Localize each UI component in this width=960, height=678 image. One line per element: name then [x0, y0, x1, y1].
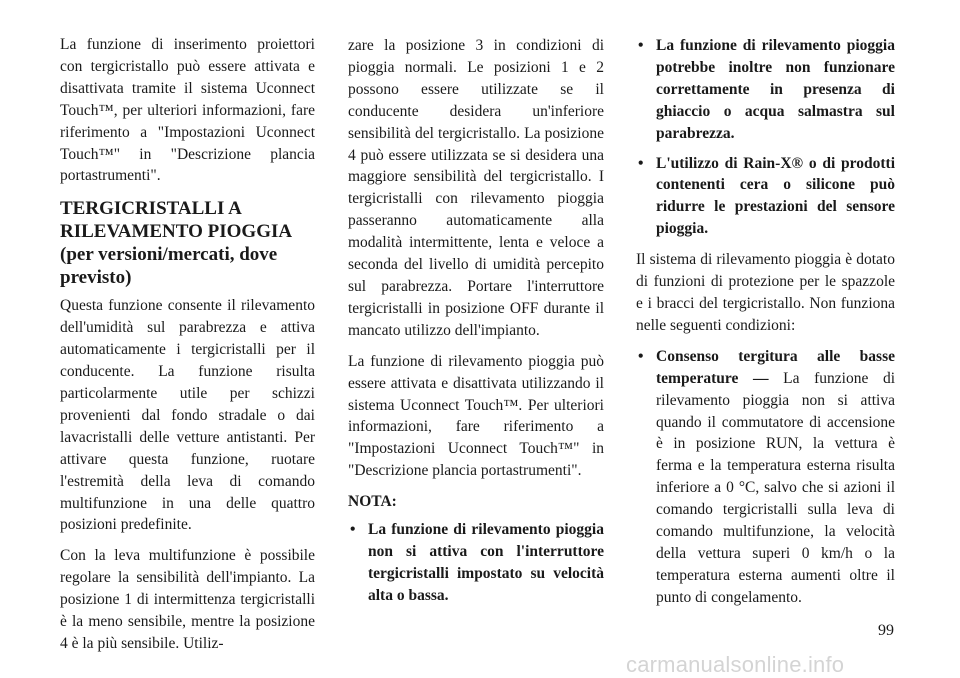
intro-paragraph: La funzione di inserimento proiettori con tergicristallo può essere attivata e disattivata tramite il sistema Uconnect Touch™, per ulteriori informazioni, fare riferimento a "Impostazioni Uconnect Touch™" in "Descrizione plancia portastrumenti". [60, 36, 315, 185]
body-paragraph: Il sistema di rilevamento pioggia è dotato di funzioni di protezione per le spazzole e i bracci del tergicristallo. Non funziona nelle seguenti condizioni: [636, 251, 895, 334]
bullet-icon: • [350, 521, 356, 539]
bullet-icon: • [638, 347, 644, 365]
text-column-1 [60, 34, 315, 664]
list-item [636, 35, 895, 145]
note-list [348, 519, 604, 607]
list-item [348, 519, 604, 607]
warning-list [636, 35, 895, 240]
page-number: 99 [878, 622, 894, 639]
list-item-text: L'utilizzo di Rain-X® o di prodotti contenenti cera o silicone può ridurre le prestazioni del sensore pioggia. [656, 154, 895, 238]
bullet-icon: • [638, 154, 644, 172]
list-item-text: La funzione di rilevamento pioggia potrebbe inoltre non funzionare correttamente in presenza di ghiaccio o acqua salmastra sul parabrezza. [656, 37, 895, 142]
list-item-title: Consenso tergitura alle basse temperature — [656, 347, 895, 387]
list-item [636, 153, 895, 241]
list-item-text: La funzione di rilevamento pioggia non si attiva quando il commutatore di accensione è in posizione RUN, la vettura è ferma e la temperatura esterna risulta inferiore a 0 °C, salvo che si azioni il comando tergicristalli sulla leva di comando multifunzione, la velocità della vettura superi 0 km/h o la temperatura esterna aumenti oltre il punto di congelamento. [656, 369, 896, 606]
note-label: NOTA: [348, 493, 397, 511]
body-paragraph: La funzione di rilevamento pioggia può essere attivata e disattivata utilizzando il sistema Uconnect Touch™. Per ulteriori informazioni, fare riferimento a "Impostazioni Uconnect Touch™" in "Descrizione plancia portastrumenti". [348, 352, 604, 480]
body-paragraph: Con la leva multifunzione è possibile regolare la sensibilità dell'impianto. La posizione 1 di intermittenza tergicristalli è la meno sensibile, mentre la posizione 4 è la più sensibile. Utiliz- [60, 547, 315, 652]
text-column-3 [636, 35, 895, 618]
list-item-text: La funzione di rilevamento pioggia non si attiva con l'interruttore tergicristalli impostato su velocità alta o bassa. [368, 521, 604, 604]
list-item [636, 346, 895, 609]
body-paragraph: zare la posizione 3 in condizioni di pioggia normali. Le posizioni 1 e 2 possono essere utilizzate se il conducente desidera un'inferiore sensibilità del tergicristallo. La posizione 4 può essere utilizzata se si desidera una maggiore sensibilità del tergicristallo. I tergicristalli con rilevamento pioggia passeranno automaticamente alla modalità intermittente, lenta e veloce a seconda del livello di umidità percepito sul parabrezza. Portare l'interruttore tergicristalli in posizione OFF durante il mancato utilizzo dell'impianto. [348, 37, 604, 339]
bullet-icon: • [638, 37, 644, 54]
watermark: carmanualsonline.info [626, 652, 845, 677]
section-heading: TERGICRISTALLI A RILEVAMENTO PIOGGIA (per versioni/mercati, dove previsto) [60, 198, 292, 289]
text-column-2 [348, 35, 604, 616]
conditions-list [636, 346, 895, 609]
body-paragraph: Questa funzione consente il rilevamento dell'umidità sul parabrezza e attiva automaticamente i tergicristalli per il conducente. La funzione risulta particolarmente utile per schizzi provenienti dal fondo stradale o dai lavacristalli delle vetture antistanti. Per attivare questa funzione, ruotare l'estremità della leva di comando multifunzione in una delle quattro posizioni predefinite. [60, 297, 315, 534]
